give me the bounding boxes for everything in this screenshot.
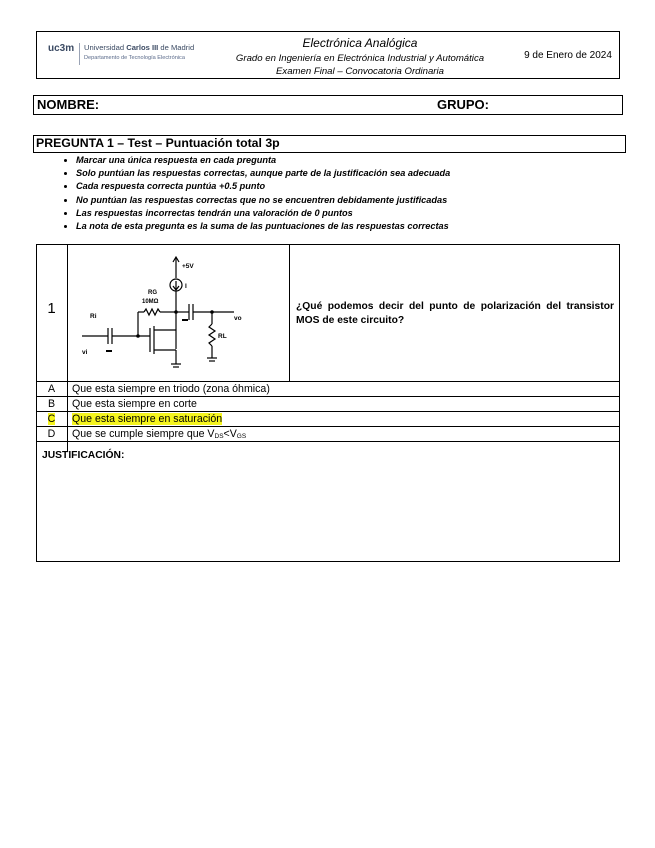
option-letter (36, 412, 67, 427)
rg-resistor (144, 309, 160, 315)
rl-resistor (209, 324, 215, 346)
option-a-text: Que esta siempre en triodo (zona óhmica) (72, 383, 270, 395)
rule-item: • No puntúan las respuestas correctas que no se encuentren debidamente justificadas (76, 194, 450, 207)
logo-short: uc3m (48, 43, 75, 54)
rule-item: • Marcar una única respuesta en cada pregunta (76, 154, 450, 167)
option-c-text (72, 412, 222, 427)
exam-name: Examen Final – Convocatoria Ordinaria (276, 66, 444, 77)
supply-label: +5V (182, 263, 194, 270)
student-info-box (33, 95, 623, 115)
rule-item: • La nota de esta pregunta es la suma de las puntuaciones de las respuestas correctas (76, 220, 450, 233)
logo-separator (79, 43, 80, 65)
exam-date: 9 de Enero de 2024 (524, 50, 612, 61)
logo-university: Universidad Carlos III de Madrid (84, 43, 195, 52)
rule-item: • Las respuestas incorrectas tendrán una valoración de 0 puntos (76, 207, 450, 220)
option-b-text: Que esta siempre en corte (72, 398, 197, 410)
question-number: 1 (47, 300, 56, 317)
question-text: ¿Qué podemos decir del punto de polarización del transistor MOS de este circuito? (296, 301, 614, 326)
degree-name: Grado en Ingeniería en Electrónica Industrial y Automática (235, 53, 485, 64)
course-title: Electrónica Analógica (302, 36, 418, 50)
name-label: NOMBRE: (37, 97, 100, 112)
group-label: GRUPO: (437, 97, 489, 112)
highlighted-answer: Que esta siempre en saturación (72, 413, 223, 425)
rl-label: RL (218, 333, 227, 340)
rg-value: 10MΩ (142, 299, 159, 305)
option-d-text: Que se cumple siempre que $V_{DS}<V_{GS}$ (72, 428, 247, 440)
option-letter: B (47, 398, 56, 410)
university-logo (48, 42, 206, 68)
current-label: I (185, 283, 187, 290)
logo-department: Departamento de Tecnología Electrónica (84, 55, 185, 61)
rules-list (46, 154, 450, 233)
rg-label: RG (148, 290, 157, 296)
highlighted-letter: C (47, 413, 56, 425)
vo-label: vo (234, 315, 242, 322)
option-letter: D (47, 428, 56, 440)
option-letter: A (47, 383, 56, 395)
rule-item: • Cada respuesta correcta puntúa +0.5 punto (76, 180, 450, 193)
table-divider (67, 244, 68, 451)
justification-label: JUSTIFICACIÓN: (42, 450, 125, 461)
ri-label: Ri (90, 313, 97, 320)
question-title: PREGUNTA 1 – Test – Puntuación total 3p (36, 136, 280, 150)
rule-item: • Solo puntúan las respuestas correctas, aunque parte de la justificación sea adecuada (76, 167, 450, 180)
mosfet-circuit-diagram (72, 254, 282, 374)
course-subtitle (212, 52, 508, 78)
vi-label: vi (82, 349, 88, 356)
table-divider (289, 244, 290, 382)
